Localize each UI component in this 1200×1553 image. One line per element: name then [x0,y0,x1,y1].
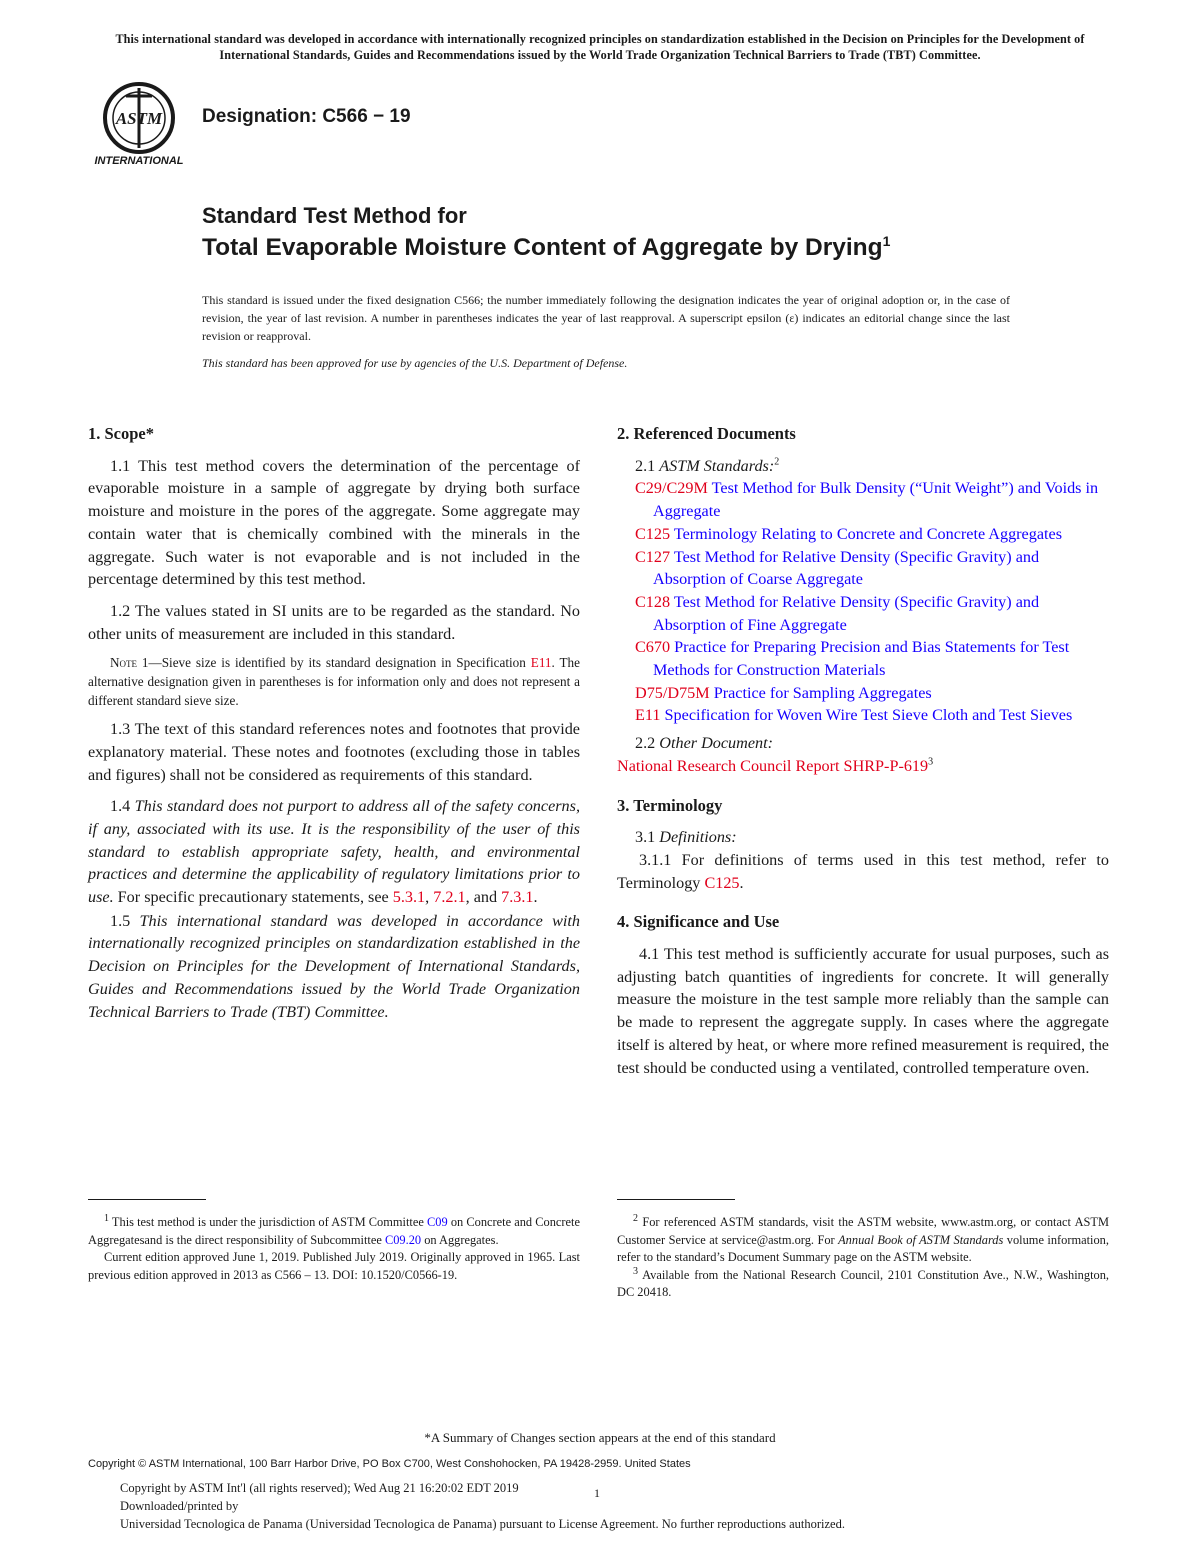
copyright-line: Copyright © ASTM International, 100 Barr Harbor Drive, PO Box C700, West Conshohocken, PA 19428-2959. United States [88,1458,691,1470]
paragraph-1-1: 1.1 This test method covers the determination of the percentage of evaporable moisture in a sample of aggregate by drying both surface moisture and moisture in the pores of the aggregate. Some aggregate may contain water that is chemically combined with the minerals in the aggregate. Such water is not evaporable and is not included in the percentage determined by this test method. [88,456,580,589]
paragraph-1-5-italic: This international standard was developed in accordance with internationally recognized principles on standardization established in the Decision on Principles for the Development of International Standards, Guides and Recommendations issued by the World Trade Organization Technical Barriers to Trade (TBT) Committee. [88,911,581,1021]
footnote-2-text-b: volume information, refer to the standard’s Document Summary page on the ASTM website. [617,1232,1109,1265]
sep-2: , and [465,888,502,907]
note-text-a: —Sieve size is identified by its standard designation in Specification [148,655,531,671]
footnote-1-text-a: This test method is under the jurisdiction of ASTM Committee [109,1215,428,1229]
top-notice: This international standard was developed in accordance with internationally recognized principles on standardization established in the Decision on Principles for the Development of International Standards, Guides and Recommendations issued by the World Trade Organization Technical Barriers to Trade (TBT) Committee. [115,32,1085,62]
reference-title[interactable]: Test Method for Bulk Density (“Unit Weight”) and Voids in Aggregate [653,479,1099,521]
reference-code[interactable]: C128 [635,592,671,611]
other-document-sup: 3 [928,756,934,768]
footnote-rule-right [617,1199,735,1200]
terminology-heading: 3. Terminology [617,795,723,815]
title-line-1: Standard Test Method for [202,203,467,228]
astm-standards-subheading [617,455,1109,478]
astm-logo [88,82,190,168]
footnote-3 [617,1267,1109,1302]
footnote-3-text: Available from the National Research Council, 2101 Constitution Ave., N.W., Washington, DC 20418. [617,1267,1109,1300]
link-5-3-1[interactable]: 5.3.1 [392,888,426,907]
watermark-line-3: Universidad Tecnologica de Panama (Universidad Tecnologica de Panama) pursuant to License Agreement. No further reproductions authorized. [120,1517,845,1531]
reference-code[interactable]: C125 [635,524,671,543]
footnote-1-edition: Current edition approved June 1, 2019. Published July 2019. Originally approved in 1965. Last previous edition approved in 2013 as C566 – 13. DOI: 10.1520/C0566-19. [88,1250,580,1282]
page-number: 1 [594,1486,600,1500]
footnote-2-marker: 2 [633,1212,638,1224]
paragraph-1-4-num: 1.4 [110,797,135,816]
other-document-link[interactable]: National Research Council Report SHRP-P-619 [617,756,929,775]
paragraph-1-4 [88,795,580,909]
sub-2-1-sup: 2 [774,456,780,468]
paragraph-1-4-end: . [533,888,538,907]
other-document-subheading [617,732,1109,755]
paragraph-1-4-tail: For specific precautionary statements, see [113,888,393,907]
designation: Designation: C566 − 19 [202,106,411,127]
footnote-2-italic: Annual Book of ASTM Standards [838,1232,1004,1247]
paragraph-1-2: 1.2 The values stated in SI units are to be regarded as the standard. No other units of measurement are included in this standard. [88,601,580,643]
reference-title[interactable]: Specification for Woven Wire Test Sieve Cloth and Test Sieves [660,706,1073,725]
reference-code[interactable]: E11 [635,706,661,725]
title-text: Total Evaporable Moisture Content of Aggregate by Drying [202,234,883,261]
paragraph-1-3: 1.3 The text of this standard references notes and footnotes that provide explanatory material. These notes and footnotes (excluding those in tables and figures) shall not be considered as requirements of this standard. [88,720,580,784]
other-document-item[interactable] [617,755,1109,778]
reference-item[interactable] [617,636,1109,681]
reference-title[interactable]: Terminology Relating to Concrete and Concrete Aggregates [670,524,1062,543]
paragraph-4-1: 4.1 This test method is sufficiently accurate for usual purposes, such as adjusting batch quantities of ingredients for concrete. It will generally measure the moisture in the test sample more reliably than the sample can be made to represent the aggregate supply. In cases where the aggregate itself is altered by heat, or where more refined measurement is required, the test should be conducted using a ventilated, controlled temperature oven. [617,945,1109,1077]
reference-item[interactable] [617,704,1109,727]
reference-title[interactable]: Test Method for Relative Density (Specific Gravity) and Absorption of Fine Aggregate [653,592,1040,634]
title-footnote-marker: 1 [882,232,891,249]
sub-2-1-title: ASTM Standards: [659,456,775,475]
reference-item[interactable] [617,682,1109,705]
paragraph-1-5-num: 1.5 [110,911,140,930]
title-line-2 [202,234,890,262]
note-label: Note 1 [110,655,149,671]
reference-list [617,477,1109,727]
dod-note: This standard has been approved for use by agencies of the U.S. Department of Defense. [202,356,628,370]
right-column [617,423,1109,1079]
sub-3-1-title: Definitions: [659,828,737,847]
footnote-3-marker: 3 [633,1265,638,1277]
link-c125[interactable]: C125 [704,873,740,892]
link-c09[interactable]: C09 [427,1215,448,1229]
reference-title[interactable]: Practice for Sampling Aggregates [709,683,932,702]
sep-1: , [425,888,434,907]
reference-code[interactable]: C29/C29M [635,479,708,498]
paragraph-3-1-1-end: . [739,873,744,892]
sub-2-1-num: 2.1 [635,456,660,475]
sub-2-2-title: Other Document: [659,734,774,753]
reference-item[interactable] [617,523,1109,546]
logo-subtitle: INTERNATIONAL [94,155,184,167]
paragraph-3-1-1-text: 3.1.1 For definitions of terms used in this test method, refer to Terminology [617,850,1109,892]
link-7-2-1[interactable]: 7.2.1 [433,888,466,907]
note-text-b: . The alternative designation given in parentheses is for information only and does not represent a different standard sieve size. [88,655,580,708]
sub-3-1-num: 3.1 [635,828,660,847]
reference-item[interactable] [617,546,1109,591]
link-7-3-1[interactable]: 7.3.1 [501,888,534,907]
reference-code[interactable]: D75/D75M [635,683,710,702]
footnote-1 [88,1214,580,1249]
reference-title[interactable]: Test Method for Relative Density (Specific Gravity) and Absorption of Coarse Aggregate [653,547,1040,589]
reference-item[interactable] [617,591,1109,636]
reference-title[interactable]: Practice for Preparing Precision and Bias Statements for Test Methods for Construction Materials [653,638,1070,680]
paragraph-3-1-1 [617,849,1109,894]
summary-of-changes-note: *A Summary of Changes section appears at the end of this standard [424,1430,776,1445]
paragraph-1-5 [88,910,580,1024]
link-c09-20[interactable]: C09.20 [384,1232,422,1247]
reference-code[interactable]: C127 [635,547,671,566]
note-link-e11[interactable]: E11 [530,655,552,671]
reference-item[interactable] [617,477,1109,522]
left-column [88,423,580,1023]
footnote-1-marker: 1 [104,1212,109,1224]
footnote-rule-left [88,1199,206,1200]
watermark-line-1: Copyright by ASTM Int'l (all rights reserved); Wed Aug 21 16:20:02 EDT 2019 [120,1481,519,1495]
footnote-2-text-a: For referenced ASTM standards, visit the ASTM website, www.astm.org, or contact ASTM Customer Service at service@astm.org. For [617,1215,1109,1247]
paragraph-1-4-italic: This standard does not purport to address all of the safety concerns, if any, associated with its use. It is the responsibility of the user of this standard to establish appropriate safety, health, and environmental practices and determine the applicability of regulatory limitations prior to use. [88,797,580,907]
watermark-line-2: Downloaded/printed by [120,1499,239,1513]
logo-letters: ASTM [115,109,163,128]
license-watermark [120,1479,1000,1533]
definitions-subheading [617,826,1109,849]
scope-heading: 1. Scope* [88,424,154,443]
footnote-2 [617,1214,1109,1267]
note-1 [88,654,580,710]
footnotes-left [88,1214,580,1284]
referenced-documents-heading: 2. Referenced Documents [617,424,796,443]
footnotes-right [617,1214,1109,1302]
reference-code[interactable]: C670 [635,638,671,657]
significance-heading: 4. Significance and Use [617,912,780,932]
issue-note: This standard is issued under the fixed designation C566; the number immediately following the designation indicates the year of original adoption or, in the case of revision, the year of last revision. A number in parentheses indicates the year of last reapproval. A superscript epsilon (ε) indicates an editorial change since the last revision or reapproval. [202,293,1010,343]
footnote-1-text-b: on Concrete and Concrete Aggregatesand is the direct responsibility of Subcommittee [88,1215,580,1247]
sub-2-2-num: 2.2 [635,734,660,753]
footnote-1-text-c: on Aggregates. [421,1232,499,1247]
